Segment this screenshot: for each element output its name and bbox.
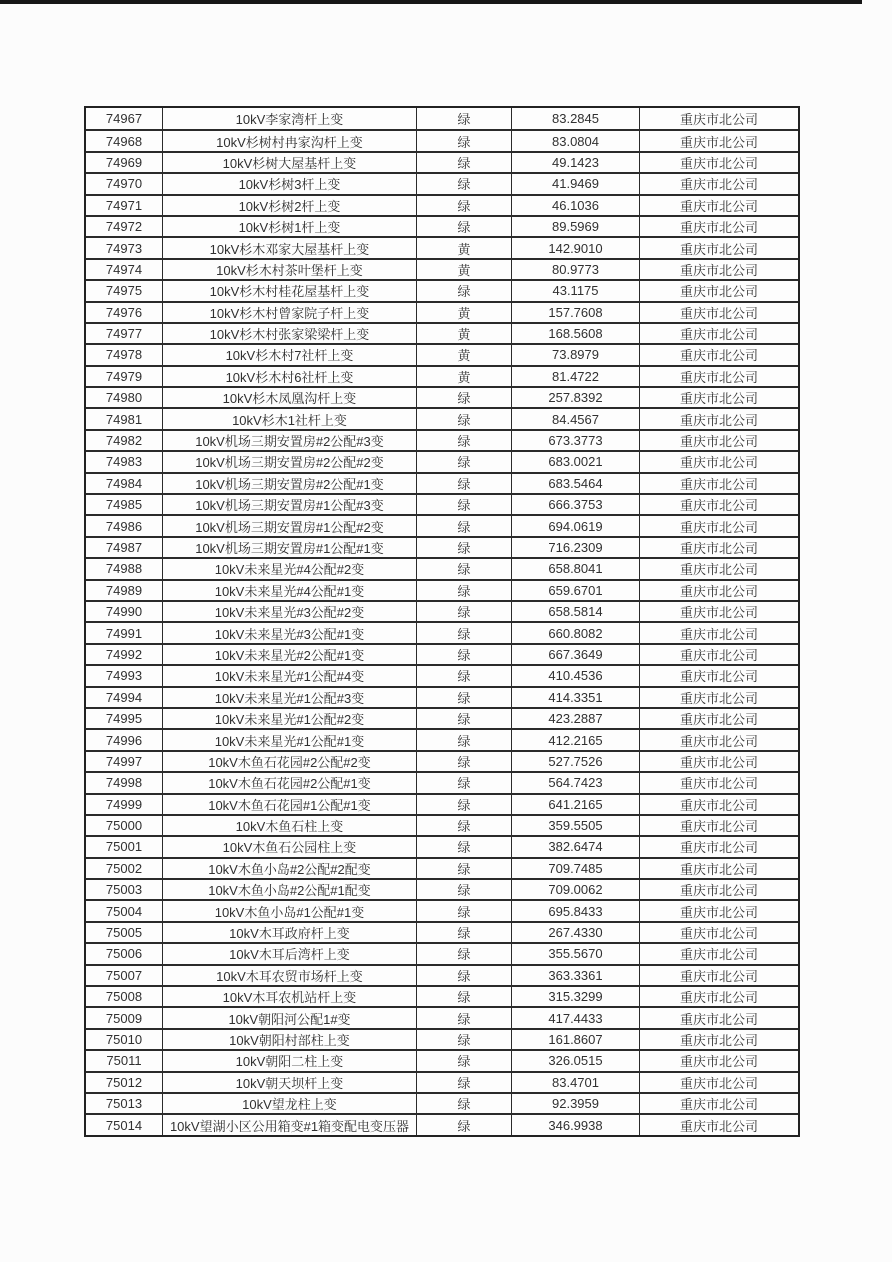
table-cell-status: 绿 — [416, 538, 511, 557]
table-row — [86, 258, 798, 279]
table-cell-status: 绿 — [416, 196, 511, 215]
table-row — [86, 194, 798, 215]
table-cell-id: 75010 — [105, 1031, 143, 1047]
table-cell-company: 重庆市北公司 — [639, 1008, 798, 1027]
table-row — [86, 557, 798, 578]
table-cell-value: 161.8607 — [511, 1030, 639, 1049]
table-cell-company: 重庆市北公司 — [639, 238, 798, 257]
table-cell-name: 10kV未来星光#2公配#1变 — [162, 645, 416, 664]
table-row — [86, 1071, 798, 1092]
table-cell-company: 重庆市北公司 — [639, 880, 798, 899]
table-cell-company: 重庆市北公司 — [639, 966, 798, 985]
table-cell-company: 重庆市北公司 — [639, 773, 798, 792]
table-cell-status: 绿 — [416, 602, 511, 621]
table-cell-status: 绿 — [416, 795, 511, 814]
table-cell-company: 重庆市北公司 — [639, 324, 798, 343]
table-cell-status: 绿 — [416, 880, 511, 899]
table-cell-status: 绿 — [416, 773, 511, 792]
table-cell-id: 75000 — [105, 818, 143, 834]
table-cell-name: 10kV木鱼石花园#1公配#1变 — [162, 795, 416, 814]
table-cell-company: 重庆市北公司 — [639, 495, 798, 514]
table-cell-status: 绿 — [416, 816, 511, 835]
table-row — [86, 771, 798, 792]
table-cell-id: 74993 — [105, 668, 143, 684]
table-row — [86, 322, 798, 343]
table-row — [86, 1028, 798, 1049]
table-cell-name: 10kV木鱼小岛#2公配#2配变 — [162, 859, 416, 878]
transformer-table — [84, 106, 800, 1137]
table-cell-company: 重庆市北公司 — [639, 1115, 798, 1134]
table-cell-status: 绿 — [416, 281, 511, 300]
table-row — [86, 600, 798, 621]
table-cell-company: 重庆市北公司 — [639, 303, 798, 322]
table-cell-status: 绿 — [416, 516, 511, 535]
table-cell-value: 666.3753 — [511, 495, 639, 514]
table-cell-id: 74995 — [105, 711, 143, 727]
table-cell-company: 重庆市北公司 — [639, 452, 798, 471]
table-cell-value: 41.9469 — [511, 174, 639, 193]
table-row — [86, 1006, 798, 1027]
table-cell-status: 绿 — [416, 623, 511, 642]
table-cell-name: 10kV朝阳河公配1#变 — [162, 1008, 416, 1027]
table-cell-status: 黄 — [416, 345, 511, 364]
table-cell-value: 694.0619 — [511, 516, 639, 535]
table-cell-id: 75007 — [105, 967, 143, 983]
table-row — [86, 814, 798, 835]
table-cell-id: 75014 — [105, 1117, 143, 1133]
table-cell-value: 363.3361 — [511, 966, 639, 985]
table-cell-value: 355.5670 — [511, 944, 639, 963]
table-row — [86, 707, 798, 728]
table-cell-company: 重庆市北公司 — [639, 474, 798, 493]
table-cell-status: 黄 — [416, 238, 511, 257]
table-cell-value: 641.2165 — [511, 795, 639, 814]
table-cell-name: 10kV机场三期安置房#1公配#1变 — [162, 538, 416, 557]
table-cell-id: 75002 — [105, 860, 143, 876]
table-cell-name: 10kV机场三期安置房#1公配#2变 — [162, 516, 416, 535]
table-cell-status: 绿 — [416, 688, 511, 707]
table-cell-id: 74976 — [105, 304, 143, 320]
table-cell-name: 10kV杉木村张家梁梁杆上变 — [162, 324, 416, 343]
table-cell-company: 重庆市北公司 — [639, 217, 798, 236]
table-cell-name: 10kV木耳后湾杆上变 — [162, 944, 416, 963]
table-row — [86, 536, 798, 557]
table-cell-id: 75013 — [105, 1096, 143, 1112]
table-cell-id: 74984 — [105, 475, 143, 491]
table-cell-id: 74983 — [105, 454, 143, 470]
table-cell-value: 527.7526 — [511, 752, 639, 771]
table-cell-company: 重庆市北公司 — [639, 795, 798, 814]
table-row — [86, 151, 798, 172]
table-cell-id: 74972 — [105, 219, 143, 235]
table-cell-status: 绿 — [416, 923, 511, 942]
table-cell-id: 74978 — [105, 347, 143, 363]
table-cell-company: 重庆市北公司 — [639, 709, 798, 728]
table-cell-status: 绿 — [416, 1115, 511, 1134]
table-cell-status: 绿 — [416, 1073, 511, 1092]
table-row — [86, 1092, 798, 1113]
table-cell-status: 绿 — [416, 388, 511, 407]
table-cell-value: 417.4433 — [511, 1008, 639, 1027]
table-cell-company: 重庆市北公司 — [639, 131, 798, 150]
table-cell-status: 绿 — [416, 1094, 511, 1113]
table-cell-id: 74996 — [105, 732, 143, 748]
table-row — [86, 129, 798, 150]
table-cell-value: 709.0062 — [511, 880, 639, 899]
table-cell-value: 83.4701 — [511, 1073, 639, 1092]
table-cell-name: 10kV机场三期安置房#2公配#1变 — [162, 474, 416, 493]
table-cell-name: 10kV杉树大屋基杆上变 — [162, 153, 416, 172]
table-cell-status: 绿 — [416, 645, 511, 664]
table-row — [86, 686, 798, 707]
table-cell-status: 绿 — [416, 966, 511, 985]
table-row — [86, 899, 798, 920]
table-cell-id: 74990 — [105, 604, 143, 620]
table-cell-id: 74973 — [105, 240, 143, 256]
table-cell-value: 257.8392 — [511, 388, 639, 407]
table-cell-status: 绿 — [416, 1008, 511, 1027]
table-cell-name: 10kV杉木凤凰沟杆上变 — [162, 388, 416, 407]
table-cell-id: 74986 — [105, 518, 143, 534]
table-cell-value: 89.5969 — [511, 217, 639, 236]
table-cell-name: 10kV朝阳村部柱上变 — [162, 1030, 416, 1049]
table-cell-status: 绿 — [416, 131, 511, 150]
table-cell-company: 重庆市北公司 — [639, 108, 798, 129]
table-cell-id: 75001 — [105, 839, 143, 855]
table-cell-company: 重庆市北公司 — [639, 944, 798, 963]
table-cell-id: 75009 — [105, 1010, 143, 1026]
table-row — [86, 386, 798, 407]
table-cell-status: 绿 — [416, 709, 511, 728]
table-cell-value: 414.3351 — [511, 688, 639, 707]
table-cell-value: 683.0021 — [511, 452, 639, 471]
table-cell-name: 10kV杉树3杆上变 — [162, 174, 416, 193]
table-cell-value: 410.4536 — [511, 666, 639, 685]
table-cell-value: 667.3649 — [511, 645, 639, 664]
table-cell-name: 10kV未来星光#4公配#1变 — [162, 581, 416, 600]
table-row — [86, 728, 798, 749]
table-cell-name: 10kV杉木邓家大屋基杆上变 — [162, 238, 416, 257]
table-row — [86, 621, 798, 642]
table-cell-status: 绿 — [416, 666, 511, 685]
table-cell-id: 74987 — [105, 540, 143, 555]
table-cell-status: 绿 — [416, 1051, 511, 1070]
table-cell-name: 10kV机场三期安置房#2公配#2变 — [162, 452, 416, 471]
table-row — [86, 450, 798, 471]
table-cell-name: 10kV杉木1社杆上变 — [162, 409, 416, 428]
table-cell-status: 绿 — [416, 431, 511, 450]
table-cell-name: 10kV朝天坝杆上变 — [162, 1073, 416, 1092]
table-cell-name: 10kV未来星光#1公配#2变 — [162, 709, 416, 728]
table-cell-name: 10kV杉木村茶叶堡杆上变 — [162, 260, 416, 279]
table-cell-value: 73.8979 — [511, 345, 639, 364]
table-cell-id: 74979 — [105, 368, 143, 384]
table-cell-status: 黄 — [416, 303, 511, 322]
table-cell-status: 绿 — [416, 859, 511, 878]
table-cell-name: 10kV杉木村7社杆上变 — [162, 345, 416, 364]
table-cell-company: 重庆市北公司 — [639, 666, 798, 685]
table-cell-company: 重庆市北公司 — [639, 409, 798, 428]
table-cell-company: 重庆市北公司 — [639, 388, 798, 407]
table-row — [86, 429, 798, 450]
table-cell-company: 重庆市北公司 — [639, 516, 798, 535]
table-cell-company: 重庆市北公司 — [639, 281, 798, 300]
table-cell-value: 673.3773 — [511, 431, 639, 450]
table-cell-value: 315.3299 — [511, 987, 639, 1006]
table-cell-status: 绿 — [416, 901, 511, 920]
table-cell-status: 黄 — [416, 324, 511, 343]
table-cell-value: 695.8433 — [511, 901, 639, 920]
table-row — [86, 472, 798, 493]
table-cell-name: 10kV木鱼小岛#1公配#1变 — [162, 901, 416, 920]
table-cell-value: 658.5814 — [511, 602, 639, 621]
table-cell-company: 重庆市北公司 — [639, 345, 798, 364]
table-cell-name: 10kV木鱼小岛#2公配#1配变 — [162, 880, 416, 899]
table-cell-status: 绿 — [416, 581, 511, 600]
table-cell-value: 709.7485 — [511, 859, 639, 878]
table-cell-value: 660.8082 — [511, 623, 639, 642]
table-cell-id: 74969 — [105, 154, 143, 170]
table-cell-value: 716.2309 — [511, 538, 639, 557]
table-cell-status: 绿 — [416, 217, 511, 236]
table-cell-id: 75005 — [105, 925, 143, 941]
table-cell-name: 10kV未来星光#1公配#4变 — [162, 666, 416, 685]
table-cell-company: 重庆市北公司 — [639, 987, 798, 1006]
table-cell-value: 83.2845 — [511, 108, 639, 129]
table-cell-company: 重庆市北公司 — [639, 431, 798, 450]
table-cell-status: 绿 — [416, 409, 511, 428]
table-cell-company: 重庆市北公司 — [639, 367, 798, 386]
table-cell-id: 74994 — [105, 689, 143, 705]
table-cell-value: 423.2887 — [511, 709, 639, 728]
table-cell-id: 74989 — [105, 582, 143, 598]
table-cell-name: 10kV木鱼石公园柱上变 — [162, 837, 416, 856]
table-cell-value: 157.7608 — [511, 303, 639, 322]
table-cell-id: 75006 — [105, 946, 143, 962]
table-cell-status: 绿 — [416, 174, 511, 193]
table-row — [86, 407, 798, 428]
table-cell-company: 重庆市北公司 — [639, 1051, 798, 1070]
table-cell-status: 绿 — [416, 474, 511, 493]
table-cell-id: 75004 — [105, 903, 143, 919]
table-cell-value: 683.5464 — [511, 474, 639, 493]
table-cell-value: 168.5608 — [511, 324, 639, 343]
table-cell-name: 10kV朝阳二柱上变 — [162, 1051, 416, 1070]
table-cell-id: 74974 — [105, 261, 143, 277]
table-row — [86, 301, 798, 322]
table-cell-company: 重庆市北公司 — [639, 1030, 798, 1049]
table-cell-status: 绿 — [416, 153, 511, 172]
table-cell-value: 382.6474 — [511, 837, 639, 856]
table-cell-name: 10kV机场三期安置房#2公配#3变 — [162, 431, 416, 450]
table-row — [86, 579, 798, 600]
table-cell-name: 10kV李家湾杆上变 — [162, 108, 416, 129]
table-cell-name: 10kV杉树1杆上变 — [162, 217, 416, 236]
table-cell-company: 重庆市北公司 — [639, 859, 798, 878]
table-row — [86, 878, 798, 899]
table-cell-id: 74971 — [105, 197, 143, 213]
table-cell-name: 10kV杉树2杆上变 — [162, 196, 416, 215]
table-row — [86, 664, 798, 685]
table-row — [86, 942, 798, 963]
table-cell-name: 10kV未来星光#4公配#2变 — [162, 559, 416, 578]
table-cell-company: 重庆市北公司 — [639, 559, 798, 578]
table-cell-value: 49.1423 — [511, 153, 639, 172]
table-row — [86, 215, 798, 236]
table-cell-name: 10kV木鱼石柱上变 — [162, 816, 416, 835]
table-cell-value: 84.4567 — [511, 409, 639, 428]
table-cell-id: 74999 — [105, 796, 143, 812]
table-cell-id: 74977 — [105, 326, 143, 342]
table-cell-value: 92.3959 — [511, 1094, 639, 1113]
table-cell-name: 10kV木鱼石花园#2公配#1变 — [162, 773, 416, 792]
table-cell-value: 658.8041 — [511, 559, 639, 578]
table-cell-name: 10kV杉木村桂花屋基杆上变 — [162, 281, 416, 300]
table-cell-company: 重庆市北公司 — [639, 752, 798, 771]
table-cell-company: 重庆市北公司 — [639, 816, 798, 835]
table-cell-name: 10kV未来星光#3公配#1变 — [162, 623, 416, 642]
table-cell-status: 绿 — [416, 987, 511, 1006]
table-cell-company: 重庆市北公司 — [639, 581, 798, 600]
table-cell-value: 142.9010 — [511, 238, 639, 257]
table-cell-value: 326.0515 — [511, 1051, 639, 1070]
table-cell-id: 74991 — [105, 625, 143, 641]
table-cell-company: 重庆市北公司 — [639, 602, 798, 621]
table-cell-company: 重庆市北公司 — [639, 538, 798, 557]
table-cell-name: 10kV望湖小区公用箱变#1箱变配电变压器 — [162, 1115, 416, 1134]
table-cell-id: 74992 — [105, 646, 143, 662]
table-cell-company: 重庆市北公司 — [639, 153, 798, 172]
table-cell-name: 10kV机场三期安置房#1公配#3变 — [162, 495, 416, 514]
table-row — [86, 835, 798, 856]
table-cell-value: 81.4722 — [511, 367, 639, 386]
table-cell-id: 74968 — [105, 133, 143, 149]
table-cell-id: 74982 — [105, 433, 143, 449]
table-cell-id: 75011 — [106, 1053, 142, 1069]
table-cell-status: 绿 — [416, 559, 511, 578]
table-cell-status: 黄 — [416, 260, 511, 279]
table-cell-company: 重庆市北公司 — [639, 730, 798, 749]
table-cell-status: 绿 — [416, 495, 511, 514]
table-cell-name: 10kV杉树村冉家沟杆上变 — [162, 131, 416, 150]
table-cell-company: 重庆市北公司 — [639, 1094, 798, 1113]
table-row — [86, 236, 798, 257]
table-cell-id: 74985 — [105, 497, 143, 513]
table-cell-id: 74988 — [105, 561, 143, 577]
table-row — [86, 921, 798, 942]
table-cell-company: 重庆市北公司 — [639, 623, 798, 642]
table-cell-id: 75003 — [105, 882, 143, 898]
table-cell-status: 绿 — [416, 837, 511, 856]
table-row — [86, 108, 798, 129]
table-row — [86, 750, 798, 771]
table-cell-company: 重庆市北公司 — [639, 901, 798, 920]
table-cell-value: 346.9938 — [511, 1115, 639, 1134]
table-cell-status: 绿 — [416, 108, 511, 129]
table-cell-value: 659.6701 — [511, 581, 639, 600]
table-row — [86, 643, 798, 664]
table-cell-company: 重庆市北公司 — [639, 174, 798, 193]
table-cell-company: 重庆市北公司 — [639, 260, 798, 279]
table-row — [86, 985, 798, 1006]
table-cell-value: 43.1175 — [511, 281, 639, 300]
table-cell-name: 10kV木耳政府杆上变 — [162, 923, 416, 942]
table-cell-value: 46.1036 — [511, 196, 639, 215]
table-cell-name: 10kV未来星光#1公配#1变 — [162, 730, 416, 749]
table-cell-status: 绿 — [416, 944, 511, 963]
table-cell-value: 80.9773 — [511, 260, 639, 279]
table-cell-id: 74981 — [105, 411, 143, 427]
table-cell-id: 75008 — [105, 989, 143, 1005]
table-cell-id: 74998 — [105, 775, 143, 791]
table-cell-id: 74975 — [105, 283, 143, 299]
table-cell-value: 267.4330 — [511, 923, 639, 942]
table-cell-company: 重庆市北公司 — [639, 645, 798, 664]
table-cell-value: 412.2165 — [511, 730, 639, 749]
table-cell-name: 10kV杉木村6社杆上变 — [162, 367, 416, 386]
scan-top-edge — [0, 0, 862, 4]
table-cell-value: 359.5505 — [511, 816, 639, 835]
table-cell-name: 10kV木鱼石花园#2公配#2变 — [162, 752, 416, 771]
table-cell-name: 10kV木耳农机站杆上变 — [162, 987, 416, 1006]
table-cell-company: 重庆市北公司 — [639, 1073, 798, 1092]
table-row — [86, 279, 798, 300]
table-row — [86, 793, 798, 814]
table-cell-company: 重庆市北公司 — [639, 688, 798, 707]
table-cell-id: 75012 — [105, 1074, 143, 1090]
table-cell-company: 重庆市北公司 — [639, 196, 798, 215]
table-cell-id: 74967 — [105, 111, 143, 127]
table-cell-id: 74970 — [105, 176, 143, 192]
table-row — [86, 1049, 798, 1070]
table-row — [86, 1113, 798, 1134]
table-cell-name: 10kV望龙柱上变 — [162, 1094, 416, 1113]
table-row — [86, 514, 798, 535]
table-cell-value: 564.7423 — [511, 773, 639, 792]
table-cell-status: 绿 — [416, 452, 511, 471]
table-row — [86, 493, 798, 514]
table-cell-status: 黄 — [416, 367, 511, 386]
table-row — [86, 172, 798, 193]
table-row — [86, 857, 798, 878]
table-cell-status: 绿 — [416, 730, 511, 749]
table-row — [86, 964, 798, 985]
table-cell-name: 10kV未来星光#3公配#2变 — [162, 602, 416, 621]
table-row — [86, 343, 798, 364]
table-cell-name: 10kV木耳农贸市场杆上变 — [162, 966, 416, 985]
table-cell-company: 重庆市北公司 — [639, 923, 798, 942]
table-cell-company: 重庆市北公司 — [639, 837, 798, 856]
table-cell-id: 74980 — [105, 390, 143, 406]
table-cell-name: 10kV未来星光#1公配#3变 — [162, 688, 416, 707]
table-cell-id: 74997 — [105, 753, 143, 769]
table-cell-value: 83.0804 — [511, 131, 639, 150]
table-cell-status: 绿 — [416, 1030, 511, 1049]
table-row — [86, 365, 798, 386]
table-cell-status: 绿 — [416, 752, 511, 771]
table-cell-name: 10kV杉木村曾家院子杆上变 — [162, 303, 416, 322]
